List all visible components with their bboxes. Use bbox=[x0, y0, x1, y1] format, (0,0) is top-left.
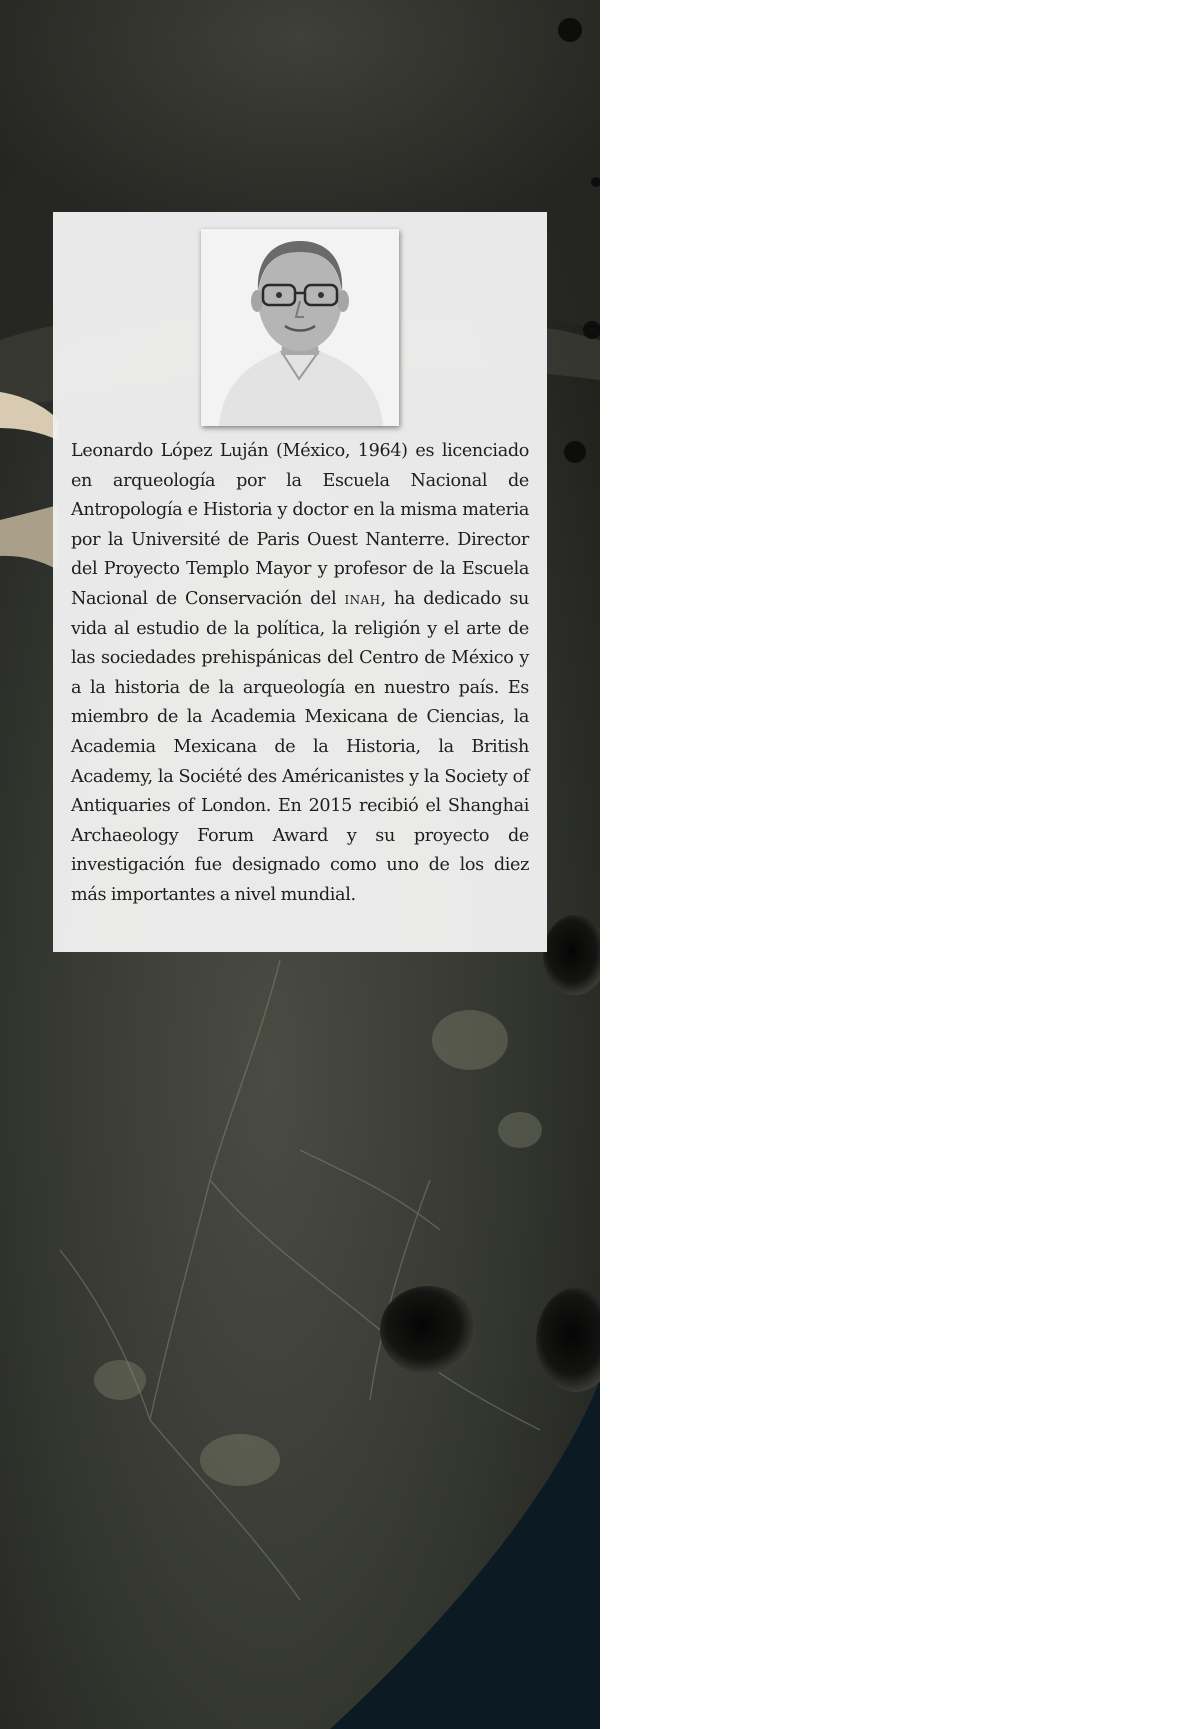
author-bio-box bbox=[53, 212, 547, 952]
bio-text-part-1: Leonardo López Luján (México, 1964) es licenciado en arqueología por la Escuela Nacional de Antropología e Historia y doctor en la misma materia por la Université de Paris Ouest Nanterre. Director del Proyecto Templo Mayor y profesor de la Escuela Nacional de Conservación del bbox=[71, 441, 529, 609]
author-portrait bbox=[201, 229, 399, 426]
author-bio-text bbox=[71, 437, 529, 911]
inah-acronym: inah bbox=[344, 588, 381, 609]
blank-page-area bbox=[600, 0, 1200, 1729]
bio-text-part-2: , ha dedicado su vida al estudio de la política, la religión y el arte de las sociedades prehispánicas del Centro de México y a la historia de la arqueología en nuestro país. Es miembro de la Academia Mexicana de Ciencias, la Academia Mexicana de la Historia, la British Academy, la Société des Américanistes y la Society of Antiquaries of London. En 2015 recibió el Shanghai Archaeology Forum Award y su proyecto de investigación fue designado como uno de los diez más importantes a nivel mundial. bbox=[71, 588, 530, 905]
author-portrait-photo bbox=[201, 229, 399, 426]
